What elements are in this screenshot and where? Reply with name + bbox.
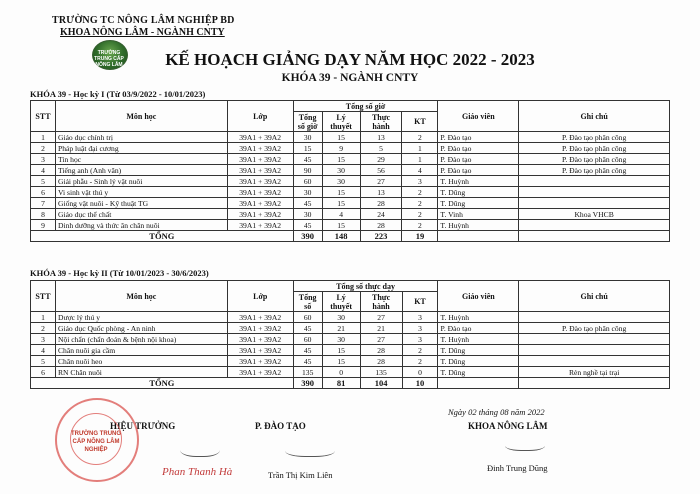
cell-kt: 3 [402, 334, 438, 345]
cell-teacher: P. Đào tạo [438, 323, 519, 334]
cell-teacher: T. Huỳnh [438, 176, 519, 187]
faculty-name-signature: Đinh Trung Dũng [487, 463, 548, 473]
cell-class: 39A1 + 39A2 [227, 356, 293, 367]
faculty-name: KHOA NÔNG LÂM - NGÀNH CNTY [60, 27, 225, 38]
cell-teacher: T. Dũng [438, 367, 519, 378]
cell-kt: 0 [402, 367, 438, 378]
cell-stt: 4 [31, 345, 56, 356]
col-theory: Lý thuyết [322, 292, 360, 312]
total-hours: 390 [293, 378, 322, 389]
semester2-table [30, 280, 670, 389]
col-stt: STT [31, 281, 56, 312]
col-subject: Môn học [55, 281, 227, 312]
cell-stt: 6 [31, 187, 56, 198]
cell-subject: Dược lý thú y [55, 312, 227, 323]
col-note: Ghi chú [519, 281, 670, 312]
cell-kt: 2 [402, 187, 438, 198]
cell-stt: 1 [31, 312, 56, 323]
table-row [31, 198, 670, 209]
table-row [31, 143, 670, 154]
cell-subject: Giáo dục chính trị [55, 132, 227, 143]
col-kt: KT [402, 112, 438, 132]
cell-teacher: P. Đào tạo [438, 143, 519, 154]
total-practice: 223 [360, 231, 402, 242]
cell-stt: 4 [31, 165, 56, 176]
cell-stt: 3 [31, 334, 56, 345]
total-note-empty [519, 378, 670, 389]
principal-signature-mark [180, 440, 220, 457]
cell-total: 60 [293, 334, 322, 345]
cell-class: 39A1 + 39A2 [227, 312, 293, 323]
cell-stt: 3 [31, 154, 56, 165]
cell-practice: 27 [360, 312, 402, 323]
cell-total: 45 [293, 154, 322, 165]
cell-teacher: P. Đào tạo [438, 165, 519, 176]
total-label: TỔNG [31, 378, 294, 389]
page-title: KẾ HOẠCH GIẢNG DẠY NĂM HỌC 2022 - 2023 [165, 50, 535, 69]
cell-subject: Pháp luật đại cương [55, 143, 227, 154]
semester2-heading: KHÓA 39 - Học kỳ II (Từ 10/01/2023 - 30/6/2023) [30, 268, 209, 278]
cell-total: 45 [293, 323, 322, 334]
total-practice: 104 [360, 378, 402, 389]
cell-total: 60 [293, 176, 322, 187]
col-teacher: Giáo viên [438, 281, 519, 312]
cell-theory: 15 [322, 345, 360, 356]
cell-stt: 6 [31, 367, 56, 378]
col-practice: Thực hành [360, 292, 402, 312]
col-teacher: Giáo viên [438, 101, 519, 132]
cell-kt: 1 [402, 154, 438, 165]
cell-note: P. Đào tạo phân công [519, 143, 670, 154]
cell-stt: 2 [31, 143, 56, 154]
cell-total: 45 [293, 356, 322, 367]
total-kt: 10 [402, 378, 438, 389]
table-row [31, 323, 670, 334]
cell-total: 30 [293, 132, 322, 143]
cell-theory: 30 [322, 165, 360, 176]
cell-theory: 15 [322, 154, 360, 165]
col-hours-group: Tổng số thực dạy [293, 281, 438, 292]
cell-theory: 30 [322, 334, 360, 345]
cell-stt: 5 [31, 176, 56, 187]
cell-subject: Chăn nuôi heo [55, 356, 227, 367]
cell-note: Rèn nghề tại trại [519, 367, 670, 378]
table-row [31, 165, 670, 176]
cell-kt: 1 [402, 143, 438, 154]
cell-subject: Dinh dưỡng và thức ăn chăn nuôi [55, 220, 227, 231]
cell-teacher: T. Huỳnh [438, 220, 519, 231]
training-title: P. ĐÀO TẠO [255, 421, 306, 431]
cell-class: 39A1 + 39A2 [227, 143, 293, 154]
cell-class: 39A1 + 39A2 [227, 209, 293, 220]
total-teacher-empty [438, 231, 519, 242]
cell-practice: 24 [360, 209, 402, 220]
cell-note [519, 220, 670, 231]
cell-note [519, 356, 670, 367]
cell-total: 45 [293, 198, 322, 209]
cell-kt: 4 [402, 165, 438, 176]
cell-theory: 15 [322, 356, 360, 367]
cell-class: 39A1 + 39A2 [227, 334, 293, 345]
cell-stt: 9 [31, 220, 56, 231]
total-hours: 390 [293, 231, 322, 242]
cell-kt: 2 [402, 220, 438, 231]
cell-theory: 4 [322, 209, 360, 220]
cell-total: 45 [293, 345, 322, 356]
cell-class: 39A1 + 39A2 [227, 154, 293, 165]
semester1-heading: KHÓA 39 - Học kỳ I (Từ 03/9/2022 - 10/01/2023) [30, 89, 206, 99]
cell-subject: Tin học [55, 154, 227, 165]
faculty-title: KHOA NÔNG LÂM [468, 421, 548, 431]
cell-note: P. Đào tạo phân công [519, 132, 670, 143]
cell-practice: 13 [360, 132, 402, 143]
col-subject: Môn học [55, 101, 227, 132]
cell-note [519, 198, 670, 209]
cell-theory: 30 [322, 312, 360, 323]
cell-practice: 28 [360, 356, 402, 367]
cell-practice: 28 [360, 198, 402, 209]
col-note: Ghi chú [519, 101, 670, 132]
cell-kt: 3 [402, 323, 438, 334]
cell-total: 30 [293, 209, 322, 220]
cell-theory: 15 [322, 132, 360, 143]
official-stamp-text: TRƯỜNG TRUNG CẤP NÔNG LÂM NGHIỆP [70, 431, 122, 453]
cell-teacher: T. Dũng [438, 198, 519, 209]
cell-teacher: T. Huỳnh [438, 334, 519, 345]
principal-title: HIỆU TRƯỞNG [110, 421, 176, 431]
cell-teacher: T. Dũng [438, 356, 519, 367]
cell-total: 30 [293, 187, 322, 198]
cell-teacher: T. Dũng [438, 345, 519, 356]
cell-kt: 2 [402, 198, 438, 209]
table-row [31, 367, 670, 378]
cell-stt: 1 [31, 132, 56, 143]
cell-teacher: P. Đào tạo [438, 132, 519, 143]
cell-total: 135 [293, 367, 322, 378]
cell-subject: Chăn nuôi gia cầm [55, 345, 227, 356]
table-row [31, 220, 670, 231]
cell-note [519, 334, 670, 345]
cell-stt: 5 [31, 356, 56, 367]
table-row [31, 187, 670, 198]
cell-teacher: T. Huỳnh [438, 312, 519, 323]
school-logo-text: TRƯỜNG TRUNG CẤP NÔNG LÂM [94, 50, 124, 68]
cell-practice: 28 [360, 220, 402, 231]
training-signature-mark [285, 442, 335, 457]
cell-subject: Tiếng anh (Anh văn) [55, 165, 227, 176]
col-class: Lớp [227, 281, 293, 312]
cell-theory: 0 [322, 367, 360, 378]
cell-practice: 28 [360, 345, 402, 356]
cell-class: 39A1 + 39A2 [227, 198, 293, 209]
principal-name: Phan Thanh Hà [162, 466, 233, 478]
col-theory: Lý thuyết [322, 112, 360, 132]
cell-subject: RN Chăn nuôi [55, 367, 227, 378]
total-theory: 81 [322, 378, 360, 389]
cell-practice: 13 [360, 187, 402, 198]
cell-class: 39A1 + 39A2 [227, 187, 293, 198]
cell-teacher: T. Vinh [438, 209, 519, 220]
cell-theory: 21 [322, 323, 360, 334]
cell-kt: 3 [402, 312, 438, 323]
table-row [31, 345, 670, 356]
training-name: Trần Thị Kim Liên [268, 470, 333, 480]
cell-stt: 2 [31, 323, 56, 334]
cell-practice: 21 [360, 323, 402, 334]
school-name: TRƯỜNG TC NÔNG LÂM NGHIỆP BD [52, 15, 235, 26]
cell-note: P. Đào tạo phân công [519, 154, 670, 165]
cell-total: 90 [293, 165, 322, 176]
cell-total: 45 [293, 220, 322, 231]
cell-note [519, 345, 670, 356]
cell-subject: Giáo dục Quốc phòng - An ninh [55, 323, 227, 334]
cell-practice: 56 [360, 165, 402, 176]
col-class: Lớp [227, 101, 293, 132]
cell-theory: 15 [322, 198, 360, 209]
col-total: Tổng số giờ [293, 112, 322, 132]
cell-note [519, 176, 670, 187]
cell-note: Khoa VHCB [519, 209, 670, 220]
cell-kt: 2 [402, 345, 438, 356]
cell-subject: Nội chẩn (chẩn đoán & bệnh nội khoa) [55, 334, 227, 345]
cell-theory: 9 [322, 143, 360, 154]
total-teacher-empty [438, 378, 519, 389]
cell-theory: 30 [322, 176, 360, 187]
cell-kt: 2 [402, 356, 438, 367]
faculty-signature-mark [505, 438, 545, 451]
table-row [31, 334, 670, 345]
cell-theory: 15 [322, 187, 360, 198]
cell-note: P. Đào tạo phân công [519, 323, 670, 334]
cell-kt: 2 [402, 209, 438, 220]
cell-class: 39A1 + 39A2 [227, 345, 293, 356]
total-theory: 148 [322, 231, 360, 242]
col-stt: STT [31, 101, 56, 132]
total-row [31, 378, 670, 389]
cell-total: 60 [293, 312, 322, 323]
col-total: Tổng số [293, 292, 322, 312]
cell-practice: 27 [360, 334, 402, 345]
cell-stt: 7 [31, 198, 56, 209]
table-row [31, 312, 670, 323]
cell-stt: 8 [31, 209, 56, 220]
cell-class: 39A1 + 39A2 [227, 176, 293, 187]
cell-kt: 2 [402, 132, 438, 143]
cell-class: 39A1 + 39A2 [227, 367, 293, 378]
cell-theory: 15 [322, 220, 360, 231]
cell-note [519, 312, 670, 323]
cell-subject: Giải phẫu - Sinh lý vật nuôi [55, 176, 227, 187]
cell-subject: Giáo dục thể chất [55, 209, 227, 220]
total-note-empty [519, 231, 670, 242]
cell-practice: 5 [360, 143, 402, 154]
table-row [31, 154, 670, 165]
col-hours-group: Tổng số giờ [293, 101, 438, 112]
cell-total: 15 [293, 143, 322, 154]
table-row [31, 132, 670, 143]
cell-class: 39A1 + 39A2 [227, 165, 293, 176]
cell-class: 39A1 + 39A2 [227, 132, 293, 143]
cell-note [519, 187, 670, 198]
page-subtitle: KHÓA 39 - NGÀNH CNTY [281, 72, 419, 84]
semester1-table [30, 100, 670, 242]
cell-subject: Giống vật nuôi - Kỹ thuật TG [55, 198, 227, 209]
table-row [31, 356, 670, 367]
table-row [31, 209, 670, 220]
cell-subject: Vi sinh vật thú y [55, 187, 227, 198]
cell-note: P. Đào tạo phân công [519, 165, 670, 176]
total-label: TỔNG [31, 231, 294, 242]
cell-class: 39A1 + 39A2 [227, 323, 293, 334]
cell-practice: 29 [360, 154, 402, 165]
cell-kt: 3 [402, 176, 438, 187]
cell-class: 39A1 + 39A2 [227, 220, 293, 231]
cell-teacher: T. Dũng [438, 187, 519, 198]
cell-teacher: P. Đào tạo [438, 154, 519, 165]
col-practice: Thực hành [360, 112, 402, 132]
col-kt: KT [402, 292, 438, 312]
table-row [31, 176, 670, 187]
total-row [31, 231, 670, 242]
cell-practice: 27 [360, 176, 402, 187]
date-line: Ngày 02 tháng 08 năm 2022 [448, 407, 545, 417]
total-kt: 19 [402, 231, 438, 242]
cell-practice: 135 [360, 367, 402, 378]
